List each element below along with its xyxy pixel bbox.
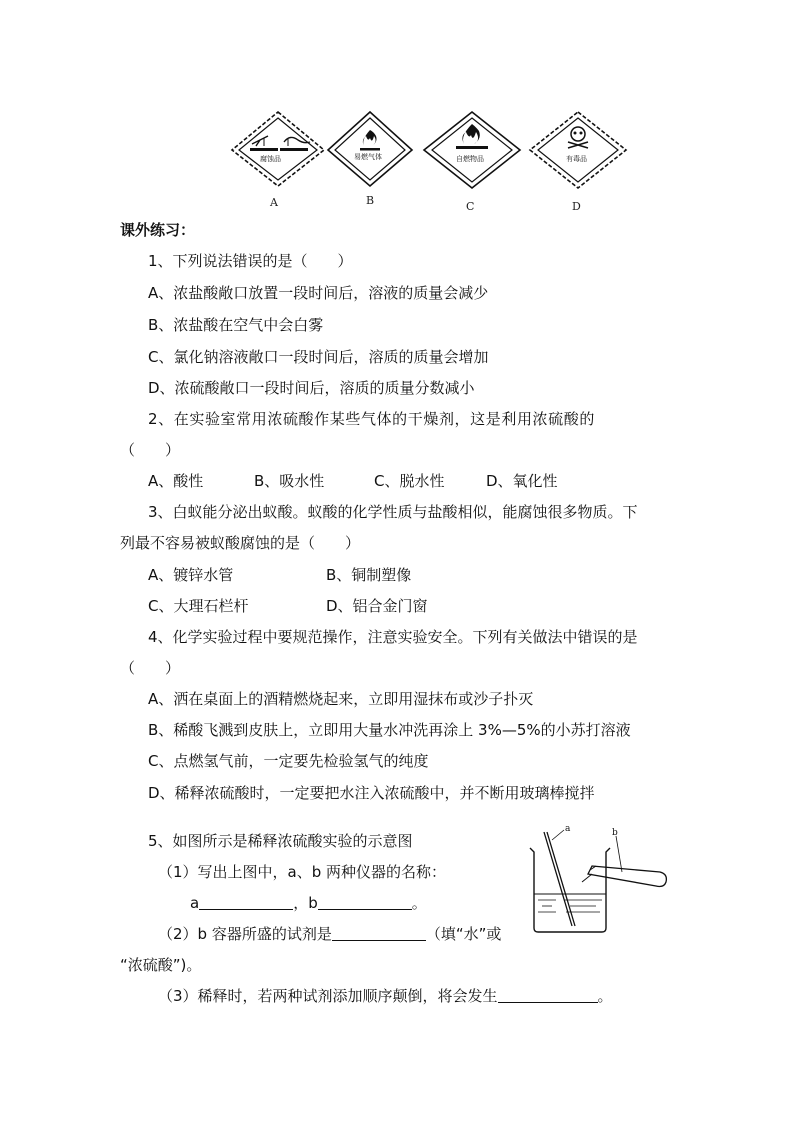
question-4-option-a: A、洒在桌面上的酒精燃烧起来，立即用湿抹布或沙子扑灭 (148, 690, 534, 708)
question-1-option-c: C、氯化钠溶液敞口一段时间后，溶质的质量会增加 (148, 348, 489, 366)
sign-label: 易燃气体 (354, 153, 382, 161)
question-2-stem-cont: （ ） (120, 441, 181, 459)
question-3-option-d: D、铝合金门窗 (326, 597, 428, 615)
sign-letter: C (466, 200, 475, 213)
hazard-sign-toxic (526, 108, 630, 213)
question-4-stem-cont: （ ） (120, 659, 181, 677)
sign-label: 腐蚀品 (260, 155, 281, 163)
question-3-stem: 3、白蚁能分泌出蚁酸。蚁酸的化学性质与盐酸相似，能腐蚀很多物质。下 (148, 503, 638, 521)
question-4-option-d: D、稀释浓硫酸时，一定要把水注入浓硫酸中，并不断用玻璃棒搅拌 (148, 784, 595, 802)
question-3-option-c: C、大理石栏杆 (148, 597, 249, 615)
answer-blank-reagent[interactable] (332, 924, 426, 941)
hazard-signs-row (228, 108, 638, 218)
part-2-text: （2）b 容器所盛的试剂是 (158, 925, 332, 943)
sign-letter: A (270, 196, 278, 209)
label-b: ，b (293, 894, 318, 912)
question-5-stem: 5、如图所示是稀释浓硫酸实验的示意图 (148, 832, 413, 850)
question-2-option-d: D、氧化性 (486, 472, 558, 490)
flame-icon (324, 108, 416, 188)
question-3-option-b: B、铜制塑像 (326, 566, 412, 584)
sign-label: 有毒品 (566, 155, 587, 163)
section-title: 课外练习： (120, 221, 196, 239)
sign-label: 自燃物品 (456, 155, 484, 163)
question-2-option-c: C、脱水性 (374, 472, 445, 490)
hazard-sign-spontaneously-combustible (420, 108, 524, 213)
part-3-text: （3）稀释时，若两种试剂添加顺序颠倒，将会发生 (158, 987, 498, 1005)
question-2-option-a: A、酸性 (148, 472, 204, 490)
hazard-sign-corrosive (228, 108, 328, 209)
question-2-stem: 2、在实验室常用浓硫酸作某些气体的干燥剂，这是利用浓硫酸的 (148, 410, 595, 428)
answer-blank-result[interactable] (498, 986, 598, 1003)
question-5-part-1: （1）写出上图中，a、b 两种仪器的名称： (158, 863, 447, 881)
question-1-option-a: A、浓盐酸敞口放置一段时间后，溶液的质量会减少 (148, 284, 489, 302)
question-4-option-b: B、稀酸飞溅到皮肤上，立即用大量水冲洗再涂上 3%—5%的小苏打溶液 (148, 721, 631, 739)
part-2-hint: （填“水”或 (425, 925, 502, 943)
corrosive-icon (228, 108, 328, 188)
question-5-part-3 (158, 986, 613, 1006)
answer-blank-a[interactable] (199, 893, 293, 910)
beaker-and-test-tube-icon (522, 826, 672, 934)
period: 。 (597, 987, 613, 1005)
label-b: b (612, 828, 618, 838)
question-3-option-a: A、镀锌水管 (148, 566, 234, 584)
label-a: a (190, 894, 200, 912)
question-5-part-1-answers (190, 893, 427, 913)
sign-letter: B (366, 194, 375, 207)
question-1-option-b: B、浓盐酸在空气中会白雾 (148, 316, 324, 334)
label-a: a (565, 824, 571, 834)
question-4-stem: 4、化学实验过程中要规范操作，注意实验安全。下列有关做法中错误的是 (148, 628, 638, 646)
answer-blank-b[interactable] (318, 893, 412, 910)
period: 。 (411, 894, 427, 912)
hazard-sign-flammable-gas (324, 108, 416, 207)
question-5-part-2 (158, 924, 501, 944)
skull-icon (526, 108, 630, 190)
question-1-option-d: D、浓硫酸敞口一段时间后，溶质的质量分数减小 (148, 379, 475, 397)
question-3-stem-cont: 列最不容易被蚁酸腐蚀的是（ ） (120, 534, 361, 552)
question-5-part-2-cont: “浓硫酸”)。 (120, 956, 202, 974)
question-1-stem: 1、下列说法错误的是（ ） (148, 252, 353, 270)
dilution-diagram (522, 826, 672, 934)
flame-icon (420, 108, 524, 190)
question-4-option-c: C、点燃氢气前，一定要先检验氢气的纯度 (148, 752, 429, 770)
question-2-option-b: B、吸水性 (254, 472, 325, 490)
sign-letter: D (572, 200, 581, 213)
